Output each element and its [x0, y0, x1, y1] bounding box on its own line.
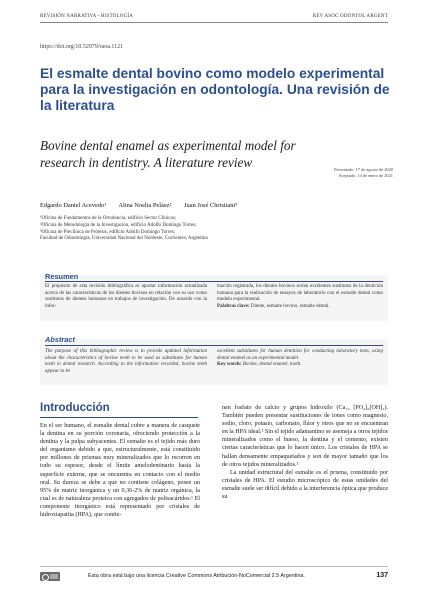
- received-date: Presentado: 17 de agosto de 2020: [334, 167, 393, 172]
- running-header: [40, 14, 388, 19]
- accepted-date: Aceptado: 14 de enero de 2021: [338, 173, 393, 179]
- header-section-label: REVISIÓN NARRATIVA - HISTOLOGÍA: [40, 14, 134, 19]
- title-english: Bovine dental enamel as experimental model for research in dentistry. A literature review: [40, 138, 296, 170]
- introduction-col2: [222, 404, 388, 501]
- submission-dates: [315, 167, 393, 179]
- affiliation-line: Facultad de Odontología, Universidad Nacional del Nordeste, Corrientes, Argentina: [40, 236, 208, 242]
- keywords-value: Bovine, dental enamel, tooth.: [242, 362, 302, 368]
- keywords-value: Diente, esmalte bovino, esmalte dental.: [250, 303, 330, 309]
- abstract-divider: [45, 345, 383, 346]
- affiliation-line: ¹Oficina de Fundamentos de la Ortodoncia, edificio Sector Clínicas;: [40, 216, 177, 221]
- resumen-text-col1: El propósito de esta revisión bibliográfica es aportar información actualizada acerca de las características de los dientes bovinos en relación con su uso como sustitutos de dientes humanos en trabajos de investigación. De acuerdo con la infor-: [45, 284, 207, 309]
- title-spanish: El esmalte dental bovino como modelo experimental para la investigación en odontología. Una revisión de la literatura: [40, 66, 390, 114]
- introduction-divider: [40, 417, 198, 418]
- abstract-text: excellent substitutes for human dentition for conducting laboratory tests, using dental enamel as an experimental model.: [217, 349, 383, 361]
- keywords-label: Palabras clave:: [217, 303, 250, 309]
- introduction-heading: Introducción: [40, 402, 110, 414]
- author-name: Edgardo Daniel Acevedo¹: [40, 202, 107, 209]
- author-name: Alina Noelia Peláez²: [118, 202, 172, 209]
- page-number: 137: [376, 572, 388, 579]
- abstract-heading: Abstract: [45, 335, 75, 344]
- introduction-paragraph: La unidad estructural del esmalte es el prisma, constituido por cristales de HPA. El estudio microscópico de estas unidades del esmalte suele ser difícil debido a la interferencia óptica que produce su: [222, 469, 388, 501]
- license-text: Esta obra está bajo una licencia Creative Commons Atribución-NoComercial 2.5 Argentina.: [88, 573, 305, 579]
- introduction-col1: En el ser humano, el esmalte dental cubre a manera de casquete la dentina en su porción coronaria, ofreciendo protección a la dentina y la pulpa subyacentes. El esmalte es el tejido más duro del organismo debido a que, estructuralmente, está constituido por millones de prismas muy mineralizados que lo recorren en todo su espesor, desde el límite amelodentinario hasta la superficie externa, que se encuentra en contacto con el medio oral. Su dureza se debe a que no contiene colágeno, posee un 95% de matriz inorgánica y un 0,36-2% de matriz orgánica, la cual es de naturaleza proteica con agregados de polisacáridos.¹ El componente inorgánico está representado por cristales de hidroxiapatita (HPA), que contie-: [40, 423, 200, 519]
- creative-commons-icon: [40, 572, 60, 581]
- introduction-paragraph: nen fosfato de calcio y grupos hidroxilo (Ca₁₀ [PO₄]₆[OH]₂). También pueden presentar sustituciones de iones como magnesio, sodio, cloro, potasio, carbonato, flúor y otros que no se encuentran en la HPA ideal.² Sin el tejido adamantino se asemeja a otros tejidos mineralizados como el hueso, la dentina y el cemento, existen ciertas características que lo hacen único. Los cristales de HPA se hallan densamente empaquetados y son de mayor tamaño que los de otros tejidos mineralizados.³: [222, 405, 388, 468]
- keywords-label: Key words:: [217, 362, 242, 368]
- doi-link[interactable]: https://doi.org/10.52979/raoa.1121: [40, 44, 124, 50]
- footer-divider: [40, 566, 388, 567]
- resumen-divider: [45, 281, 383, 282]
- header-journal-label: REV ASOC ODONTOL ARGENT: [312, 14, 388, 19]
- resumen-text-col2: [217, 284, 383, 310]
- affiliations: [40, 216, 380, 243]
- affiliation-line: ²Oficina de Metodología de la Investigación, edificio Adolfo Domingo Torres;: [40, 222, 197, 228]
- author-list: [40, 202, 248, 209]
- author-name: Juan José Christiani³: [184, 202, 238, 209]
- resumen-heading: Resumen: [45, 272, 79, 281]
- header-divider: [40, 22, 388, 23]
- footer: [40, 572, 388, 584]
- affiliation-line: ³Oficina de Preclínica de Prótesis, edificio Adolfo Domingo Torres;: [40, 229, 176, 235]
- abstract-text-col1: The purpose of this bibliographic review is to provide updated information about the characteristics of bovine teeth to be used as substitutes for human teeth in dental research. According to the information recorded, bovine teeth appear to be: [45, 349, 207, 374]
- abstract-text-col2: [217, 349, 383, 369]
- resumen-text: mación registrada, los dientes bovinos serían excelentes sustitutos de la dentición humana para la realización de ensayos de laboratorio con el esmalte dental como modelo experimental.: [217, 284, 383, 303]
